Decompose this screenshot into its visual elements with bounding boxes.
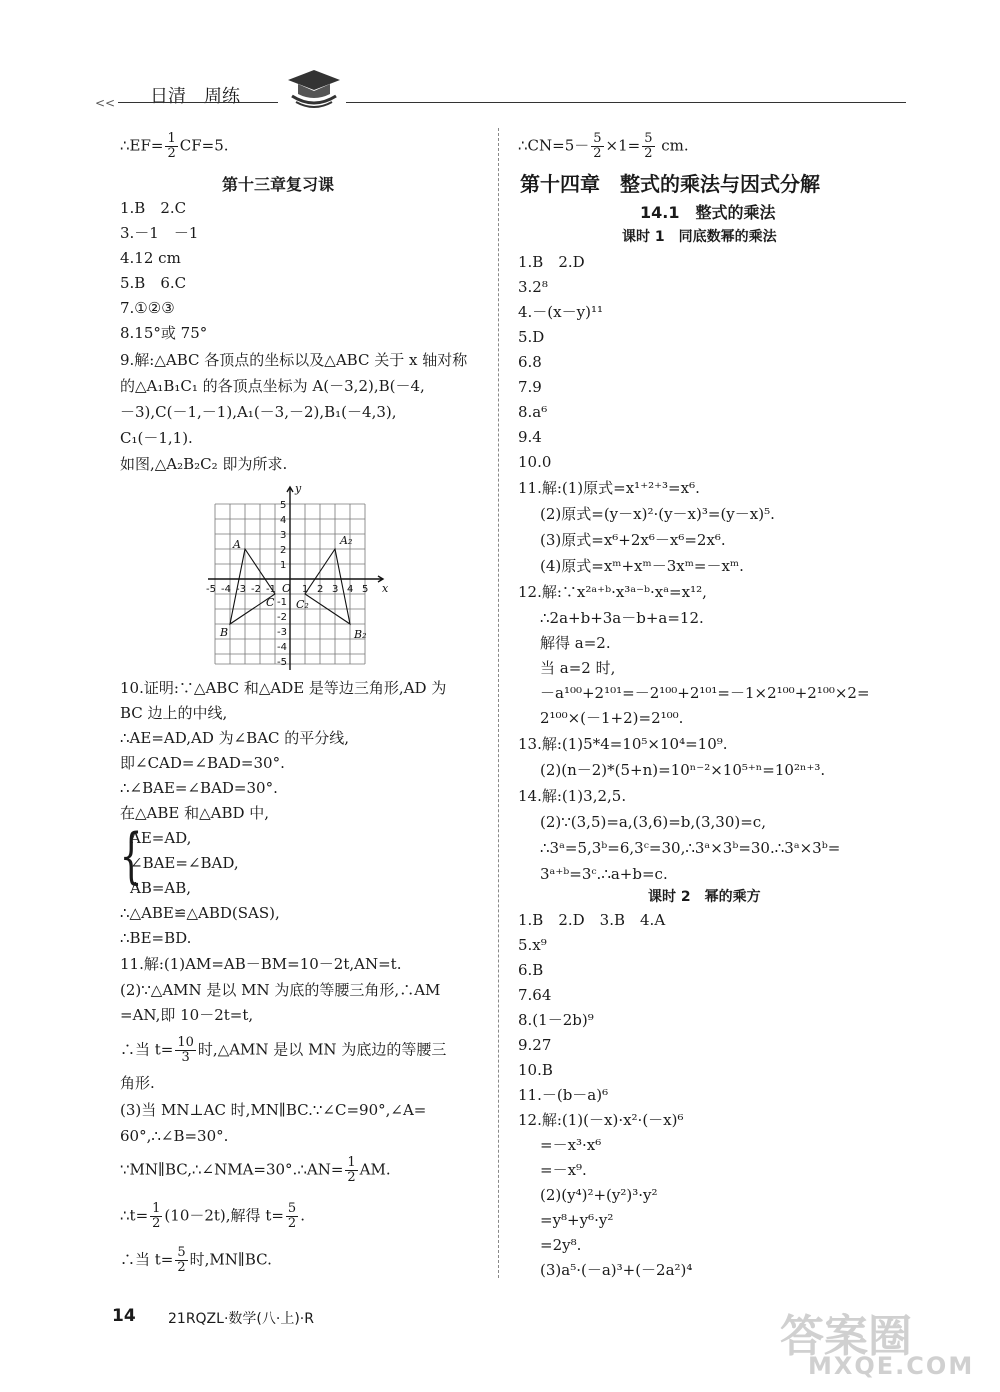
answer-line: 6.B (518, 961, 544, 979)
x-tick-label: 1 (302, 584, 309, 595)
answer-line: ∴△ABE≌△ABD(SAS), (120, 904, 280, 922)
answer-line: 3ᵃ⁺ᵇ=3ᶜ.∴a+b=c. (540, 865, 668, 883)
answer-line: ∴AE=AD,AD 为∠BAC 的平分线, (120, 729, 350, 747)
answer-line: 8.a⁶ (518, 403, 548, 421)
answer-line: (3)a⁵·(－a)³+(－2a²)⁴ (540, 1261, 693, 1279)
fraction: $\frac{5}{2}$ (177, 1245, 186, 1275)
chapter-title-14: 第十四章 整式的乘法与因式分解 (520, 172, 820, 196)
answer-line: 10.B (518, 1061, 553, 1079)
answer-line: 13.解:(1)5*4=10⁵×10⁴=10⁹. (518, 735, 728, 753)
x-tick-label: 4 (347, 584, 354, 595)
answer-line: 12.解:∵x²ᵃ⁺ᵇ·x³ᵃ⁻ᵇ·xᵃ=x¹², (518, 583, 707, 601)
point-label-c: C (266, 596, 275, 609)
answer-line: 3.－1 －1 (120, 224, 199, 242)
answer-line: 4.12 cm (120, 249, 181, 267)
answer-line: 12.解:(1)(－x)·x²·(－x)⁶ (518, 1111, 684, 1129)
y-tick-label: 5 (280, 500, 287, 511)
y-tick-label: -3 (277, 627, 287, 638)
x-tick-label: -2 (251, 584, 261, 595)
origin-label: O (282, 582, 292, 595)
fraction: $\frac{1}{2}$ (152, 1201, 161, 1231)
answer-line: 4.－(x－y)¹¹ (518, 303, 603, 321)
answer-line: 9.4 (518, 428, 542, 446)
answer-line: 8.(1－2b)⁹ (518, 1011, 594, 1029)
answer-line: C₁(－1,1). (120, 429, 193, 447)
answer-line: 2¹⁰⁰×(－1+2)=2¹⁰⁰. (540, 709, 684, 727)
answer-line: ∴3ᵃ=5,3ᵇ=6,3ᶜ=30,∴3ᵃ×3ᵇ=30.∴3ᵃ×3ᵇ= (540, 839, 841, 857)
answer-line: 3.2⁸ (518, 278, 548, 296)
axis-y-label: y (295, 482, 302, 495)
answer-line: ∴2a+b+3a－b+a=12. (540, 609, 704, 627)
answer-line: 9.27 (518, 1036, 552, 1054)
answer-line: ∴∠BAE=∠BAD=30°. (120, 779, 278, 797)
fraction: $\frac{5}{2}$ (593, 131, 602, 161)
answer-line: 的△A₁B₁C₁ 的各顶点坐标为 A(－3,2),B(－4, (120, 377, 425, 395)
answer-line: (3)当 MN⊥AC 时,MN∥BC.∵∠C=90°,∠A= (120, 1101, 427, 1119)
coordinate-graph (200, 482, 400, 672)
section-title-13: 第十三章复习课 (222, 175, 335, 194)
answer-line: 14.解:(1)3,2,5. (518, 787, 627, 805)
column-divider (498, 128, 499, 1278)
answer-line: 角形. (120, 1074, 155, 1092)
q11-final-line: ∴当 t= $\frac{5}{2}$ 时,MN∥BC. (120, 1245, 272, 1275)
answer-line: 解得 a=2. (540, 634, 611, 652)
y-tick-label: 1 (280, 560, 287, 571)
answer-line: 7.①②③ (120, 299, 175, 317)
triangle-a2b2c2 (305, 549, 350, 624)
answer-line: (2)∵(3,5)=a,(3,6)=b,(3,30)=c, (540, 813, 766, 831)
x-tick-label: -3 (236, 584, 246, 595)
x-tick-label: -4 (221, 584, 231, 595)
point-label-a2: A₂ (340, 534, 353, 547)
graph-svg (200, 482, 400, 672)
fraction: $\frac{5}{2}$ (644, 131, 653, 161)
x-tick-label: 5 (362, 584, 369, 595)
header-title: 日清 周练 (150, 86, 240, 107)
left-top-line: ∴EF= $\frac{1}{2}$ CF=5. (120, 131, 229, 161)
answer-line: 1.B 2.D 3.B 4.A (518, 911, 666, 929)
point-label-b: B (220, 626, 229, 639)
answer-line: 5.x⁹ (518, 936, 547, 954)
x-tick-label: -5 (206, 584, 216, 595)
header-arrows: << (95, 96, 116, 110)
answer-line: －3),C(－1,－1),A₁(－3,－2),B₁(－4,3), (120, 403, 397, 421)
answer-line: 5.D (518, 328, 545, 346)
answer-line: 60°,∴∠B=30°. (120, 1127, 229, 1145)
book-code: 21RQZL·数学(八·上)·R (168, 1311, 314, 1327)
answer-line: 11.－(b－a)⁶ (518, 1086, 609, 1104)
answer-line: 10.证明:∵△ABC 和△ADE 是等边三角形,AD 为 (120, 679, 447, 697)
answer-line: 10.0 (518, 453, 552, 471)
q11-parallel-line: ∵MN∥BC,∴∠NMA=30°.∴AN= $\frac{1}{2}$ AM. (120, 1155, 391, 1185)
watermark-logo: 答案圈 (780, 1311, 912, 1362)
answer-line: 1.B 2.D (518, 253, 585, 271)
graduation-cap-icon (286, 66, 342, 114)
answer-line: (2)(y⁴)²+(y²)³·y² (540, 1186, 658, 1204)
answer-line: =－x³·x⁶ (540, 1136, 602, 1154)
answer-line: －a¹⁰⁰+2¹⁰¹=－2¹⁰⁰+2¹⁰¹=－1×2¹⁰⁰+2¹⁰⁰×2= (540, 684, 870, 702)
answer-line: (2)原式=(y－x)²·(y－x)³=(y－x)⁵. (540, 505, 775, 523)
answer-line: =AN,即 10－2t=t, (120, 1006, 254, 1024)
q11-solve-line: ∴t= $\frac{1}{2}$ (10－2t),解得 t= $\frac{5}{2}$ . (120, 1201, 305, 1231)
answer-line: (3)原式=x⁶+2x⁶－x⁶=2x⁶. (540, 531, 726, 549)
fraction: $\frac{5}{2}$ (287, 1201, 297, 1231)
brace-line: AE=AD, (130, 829, 192, 847)
y-tick-label: -4 (277, 642, 287, 653)
brace-symbol: { (119, 821, 143, 891)
answer-line: 如图,△A₂B₂C₂ 即为所求. (120, 455, 288, 473)
y-tick-label: 3 (280, 530, 287, 541)
page-number: 14 (112, 1306, 136, 1326)
answer-line: 5.B 6.C (120, 274, 187, 292)
fraction: $\frac{10}{3}$ (177, 1035, 194, 1065)
answer-line: =－x⁹. (540, 1161, 587, 1179)
answer-line: 7.64 (518, 986, 552, 1004)
answer-line: 即∠CAD=∠BAD=30°. (120, 754, 285, 772)
answer-line: 当 a=2 时, (540, 659, 616, 677)
fraction: $\frac{1}{2}$ (347, 1155, 356, 1185)
answer-line: 7.9 (518, 378, 542, 396)
right-top-line: ∴CN=5－ $\frac{5}{2}$ ×1= $\frac{5}{2}$ cm. (518, 131, 689, 161)
answer-line: 11.解:(1)原式=x¹⁺²⁺³=x⁶. (518, 479, 700, 497)
answer-line: (2)(n－2)*(5+n)=10ⁿ⁻²×10⁵⁺ⁿ=10²ⁿ⁺³. (540, 761, 826, 779)
section-title-14-1: 14.1 整式的乘法 (640, 203, 776, 222)
x-tick-label: 3 (332, 584, 339, 595)
x-tick-label: 2 (317, 584, 324, 595)
lesson-title-2: 课时 2 幂的乘方 (648, 889, 761, 905)
lesson-title-1: 课时 1 同底数幂的乘法 (622, 229, 777, 245)
brace-line: AB=AB, (130, 879, 192, 897)
axes (208, 487, 383, 670)
axis-x-label: x (382, 582, 389, 595)
y-tick-label: 2 (280, 545, 287, 556)
answer-line: =y⁸+y⁶·y² (540, 1211, 614, 1229)
watermark-url: MXQE.COM (808, 1352, 975, 1380)
answer-line: =2y⁸. (540, 1236, 582, 1254)
answer-line: 11.解:(1)AM=AB－BM=10－2t,AN=t. (120, 955, 402, 973)
point-label-b2: B₂ (354, 628, 367, 641)
header-line-right (346, 102, 906, 103)
y-tick-label: -5 (277, 657, 287, 668)
header-line-left (118, 102, 278, 103)
answer-line: 在△ABE 和△ABD 中, (120, 804, 270, 822)
answer-line: 1.B 2.C (120, 199, 187, 217)
point-label-a: A (233, 538, 241, 551)
answer-line: 8.15°或 75° (120, 324, 208, 342)
y-tick-label: -2 (277, 612, 287, 623)
x-tick-label: -1 (266, 584, 276, 595)
answer-line: ∴BE=BD. (120, 929, 192, 947)
brace-line: ∠BAE=∠BAD, (130, 854, 239, 872)
y-tick-label: -1 (277, 597, 287, 608)
y-tick-label: 4 (280, 515, 287, 526)
answer-line: 6.8 (518, 353, 542, 371)
answer-line: 9.解:△ABC 各顶点的坐标以及△ABC 关于 x 轴对称 (120, 351, 468, 369)
answer-line: (2)∵△AMN 是以 MN 为底的等腰三角形,∴AM (120, 981, 441, 999)
q11-when-line: ∴当 t= $\frac{10}{3}$ 时,△AMN 是以 MN 为底边的等腰三 (120, 1035, 447, 1065)
answer-line: (4)原式=xᵐ+xᵐ－3xᵐ=－xᵐ. (540, 557, 744, 575)
point-label-c2: C₂ (296, 598, 309, 611)
answer-line: BC 边上的中线, (120, 704, 228, 722)
fraction: $\frac{1}{2}$ (167, 131, 176, 161)
